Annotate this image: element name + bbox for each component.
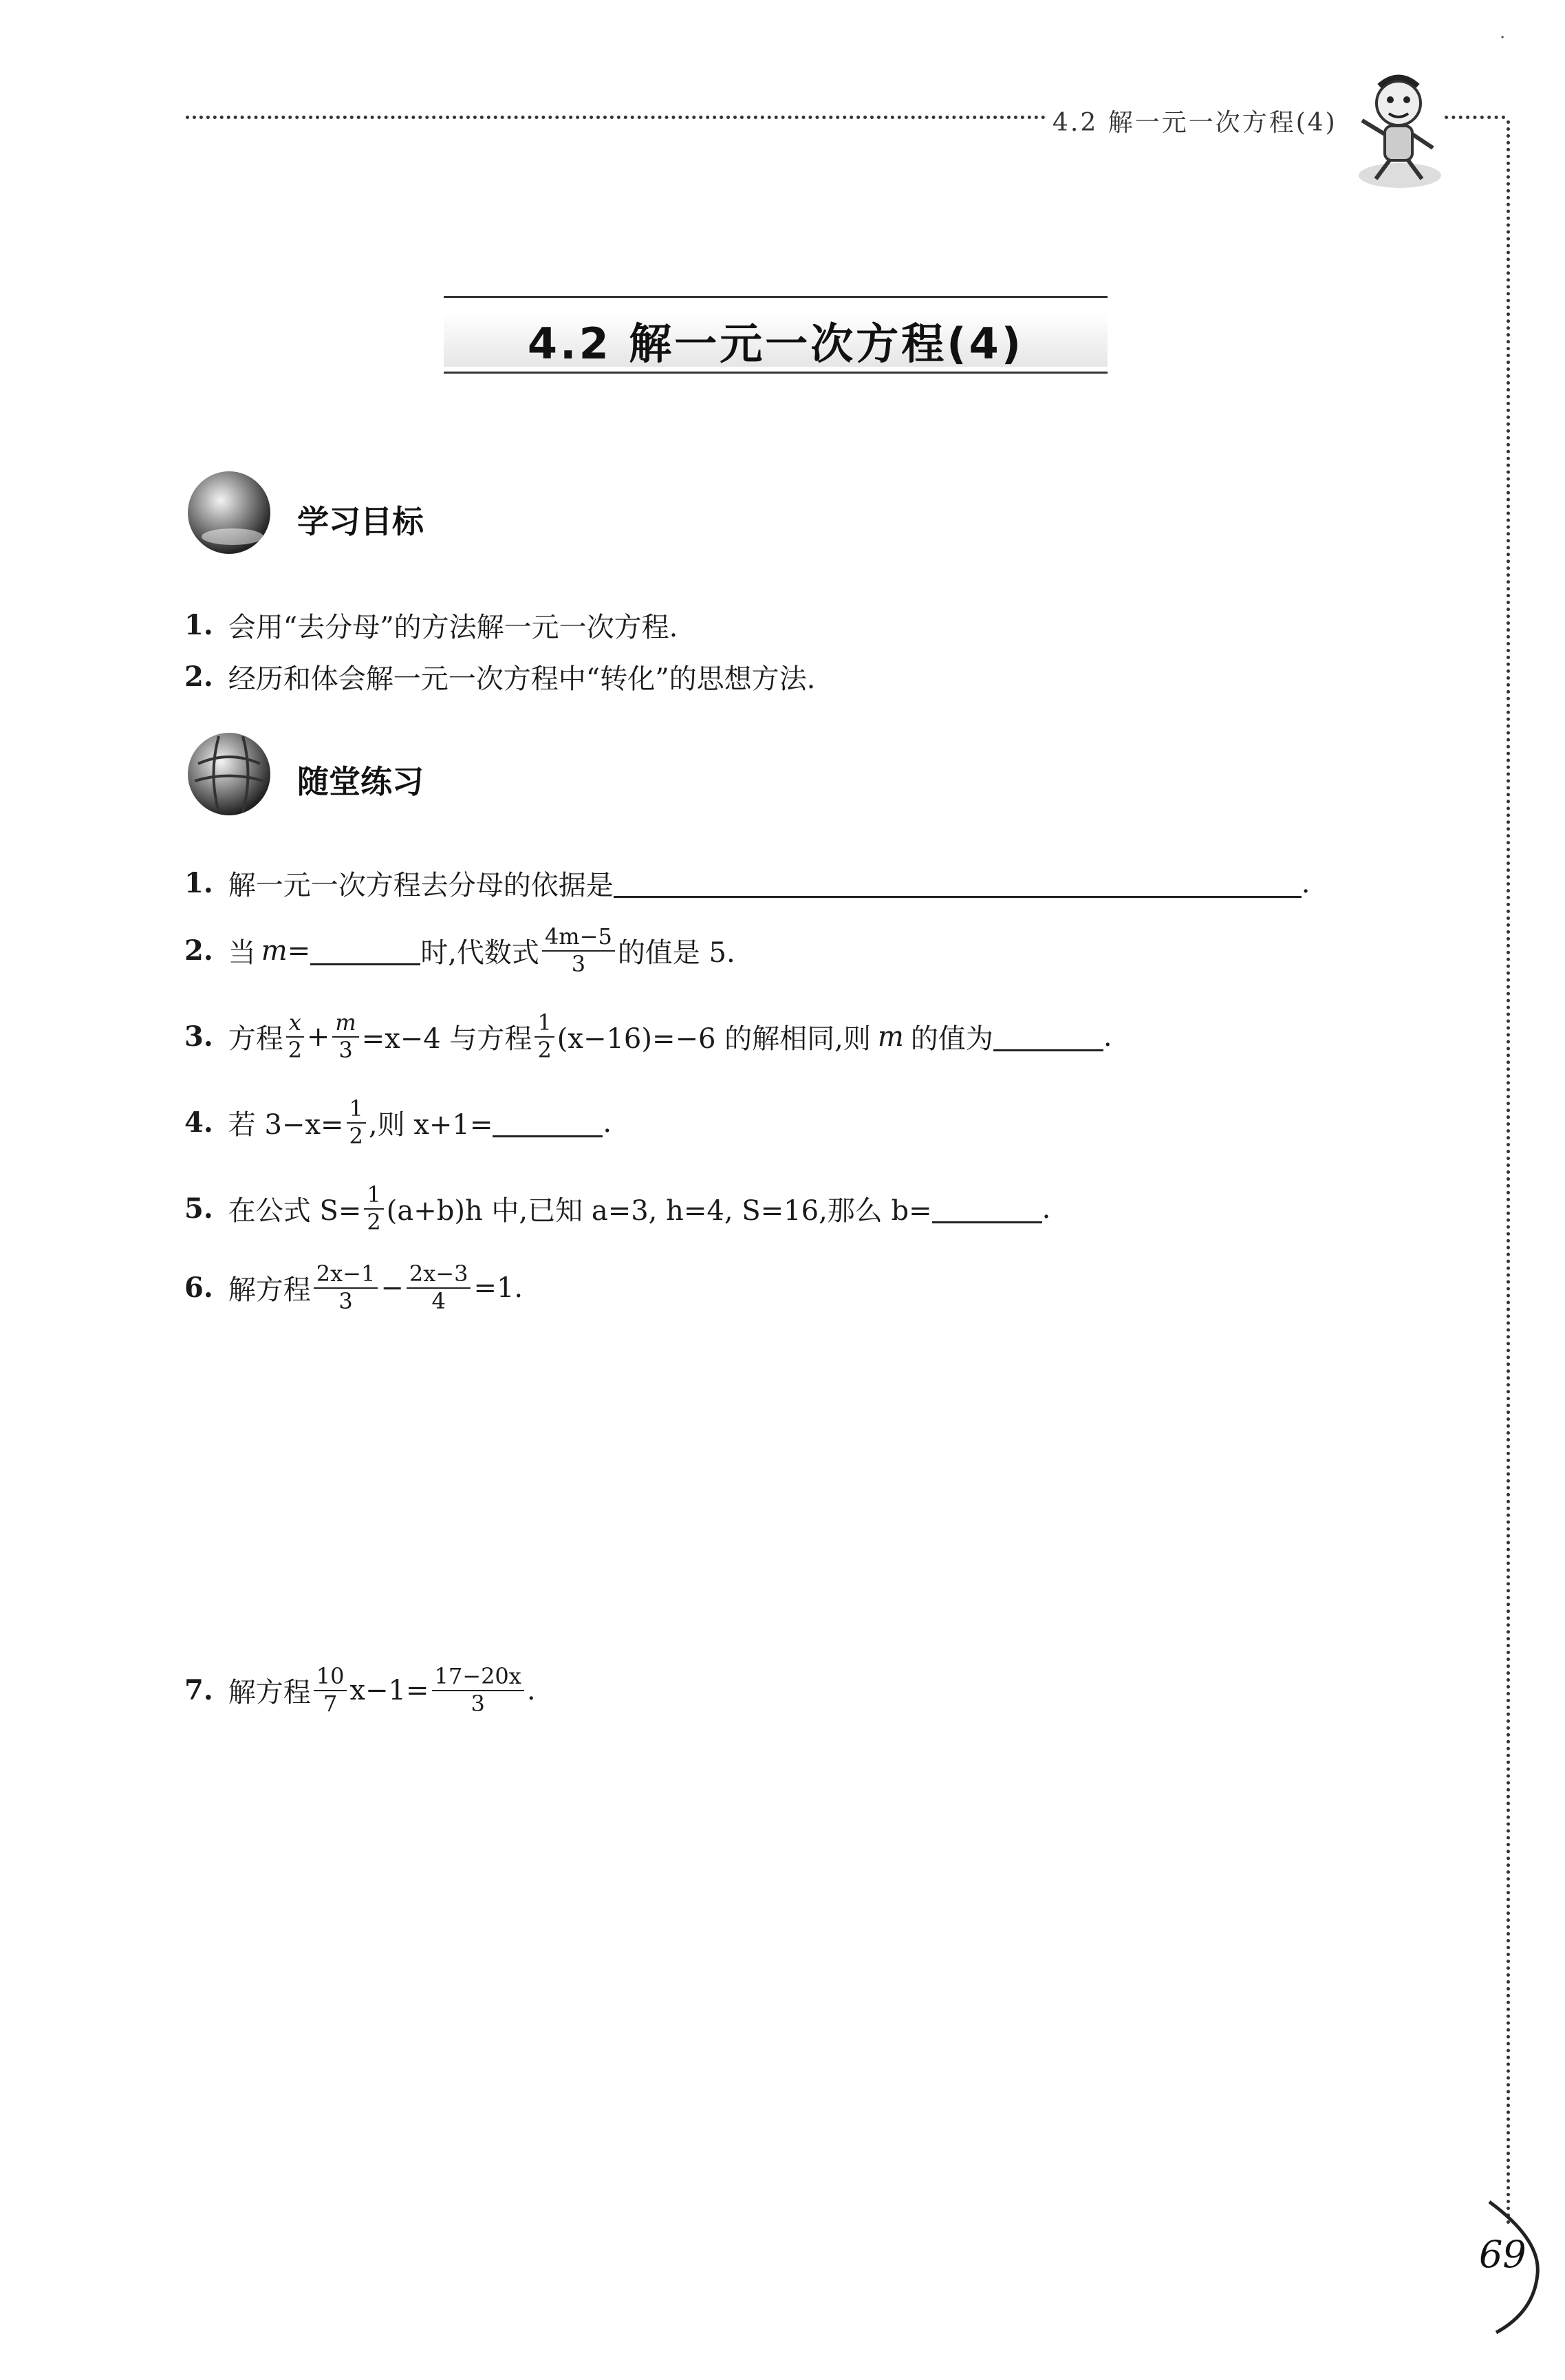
variable: m xyxy=(877,1020,904,1053)
end-mark: . xyxy=(1301,867,1310,899)
answer-blank[interactable] xyxy=(932,1194,1042,1223)
question-1 xyxy=(184,864,1310,903)
item-number: 1. xyxy=(184,609,213,641)
item-text: 经历和体会解一元一次方程中“转化”的思想方法. xyxy=(228,663,816,695)
item-number: 7. xyxy=(184,1674,213,1707)
globe-icon xyxy=(184,468,274,557)
page-number: 69 xyxy=(1479,2233,1526,2276)
denominator: 2 xyxy=(367,1208,381,1235)
fraction xyxy=(347,1097,366,1148)
fraction xyxy=(332,1011,358,1062)
denominator: 2 xyxy=(349,1122,363,1149)
text-segment: =x−4 与方程 xyxy=(361,1023,532,1055)
end-mark: . xyxy=(1041,1192,1051,1225)
denominator: 3 xyxy=(571,950,586,977)
text-segment: ,则 x+1= xyxy=(368,1109,493,1141)
numerator: 17−20x xyxy=(432,1665,524,1691)
header-dotted-rule-right xyxy=(1445,116,1505,119)
fraction xyxy=(364,1183,383,1234)
numerator: 1 xyxy=(364,1183,383,1210)
denominator: 7 xyxy=(323,1690,338,1717)
text-segment: 当 xyxy=(228,937,256,969)
title-rule-bottom xyxy=(444,372,1108,374)
text-segment: (a+b)h 中,已知 a=3, h=4, S=16,那么 b= xyxy=(386,1195,932,1227)
denominator: 2 xyxy=(537,1036,552,1063)
question-4 xyxy=(184,1097,612,1148)
text-segment: = xyxy=(287,934,311,967)
title-rule-top xyxy=(444,296,1108,298)
text-segment: − xyxy=(380,1272,404,1304)
fraction xyxy=(542,925,615,976)
denominator: 2 xyxy=(288,1036,302,1063)
end-mark: . xyxy=(603,1106,612,1139)
page-title: 4.2 解一元一次方程(4) xyxy=(527,319,1024,369)
header-dotted-rule xyxy=(186,116,1046,119)
denominator: 3 xyxy=(471,1690,485,1717)
numerator: 2x−3 xyxy=(407,1263,471,1289)
question-text: 解一元一次方程去分母的依据是 xyxy=(228,870,614,901)
text-segment: (x−16)=−6 的解相同,则 xyxy=(557,1023,871,1055)
fraction xyxy=(286,1011,304,1062)
numerator: 1 xyxy=(347,1097,366,1124)
fraction xyxy=(314,1263,378,1313)
numerator: x xyxy=(286,1011,304,1038)
denominator: 3 xyxy=(338,1036,353,1063)
globe-grid-icon xyxy=(184,729,274,819)
text-segment: 的值为 xyxy=(910,1023,993,1055)
text-segment: 解方程 xyxy=(228,1274,311,1307)
answer-blank[interactable] xyxy=(614,868,1302,898)
item-number: 5. xyxy=(184,1192,213,1225)
section-heading-goals: 学习目标 xyxy=(297,503,424,540)
item-number: 6. xyxy=(184,1272,213,1305)
answer-blank[interactable] xyxy=(993,1022,1103,1051)
answer-blank[interactable] xyxy=(493,1108,603,1137)
item-number: 2. xyxy=(184,934,213,967)
text-segment: 在公式 S= xyxy=(228,1195,362,1227)
mascot-icon xyxy=(1345,65,1448,196)
text-segment: 时,代数式 xyxy=(420,937,539,969)
numerator: 10 xyxy=(314,1665,347,1691)
goal-item xyxy=(184,657,815,696)
denominator: 3 xyxy=(338,1287,353,1314)
answer-blank[interactable] xyxy=(310,936,420,965)
text-segment: 解方程 xyxy=(228,1677,311,1709)
item-number: 2. xyxy=(184,661,213,693)
right-dotted-border xyxy=(1507,120,1510,2226)
text-segment: x−1= xyxy=(349,1674,429,1706)
text-segment: 若 3−x= xyxy=(228,1109,344,1141)
text-segment: + xyxy=(306,1020,330,1053)
numerator: 1 xyxy=(535,1011,554,1038)
fraction xyxy=(407,1263,471,1313)
section-heading-practice: 随堂练习 xyxy=(297,763,424,800)
text-segment: . xyxy=(526,1674,536,1706)
fraction xyxy=(432,1665,524,1715)
item-number: 3. xyxy=(184,1020,213,1053)
goal-item xyxy=(184,605,678,645)
numerator: 2x−1 xyxy=(314,1263,378,1289)
item-number: 4. xyxy=(184,1106,213,1139)
end-mark: . xyxy=(1103,1020,1112,1053)
text-segment: 的值是 5. xyxy=(617,937,735,969)
variable: m xyxy=(261,934,288,967)
item-text: 会用“去分母”的方法解一元一次方程. xyxy=(228,612,678,643)
question-7 xyxy=(184,1665,536,1715)
corner-mark: · xyxy=(1500,28,1506,48)
fraction xyxy=(314,1665,347,1715)
numerator: 4m−5 xyxy=(542,925,615,952)
question-6 xyxy=(184,1263,523,1313)
question-3 xyxy=(184,1011,1112,1062)
fraction xyxy=(535,1011,554,1062)
denominator: 4 xyxy=(431,1287,446,1314)
question-2 xyxy=(184,925,735,976)
running-header: 4.2 解一元一次方程(4) xyxy=(1053,109,1337,137)
item-number: 1. xyxy=(184,867,213,899)
question-5 xyxy=(184,1183,1050,1234)
numerator: m xyxy=(332,1011,358,1038)
text-segment: =1. xyxy=(473,1272,524,1304)
text-segment: 方程 xyxy=(228,1023,283,1055)
